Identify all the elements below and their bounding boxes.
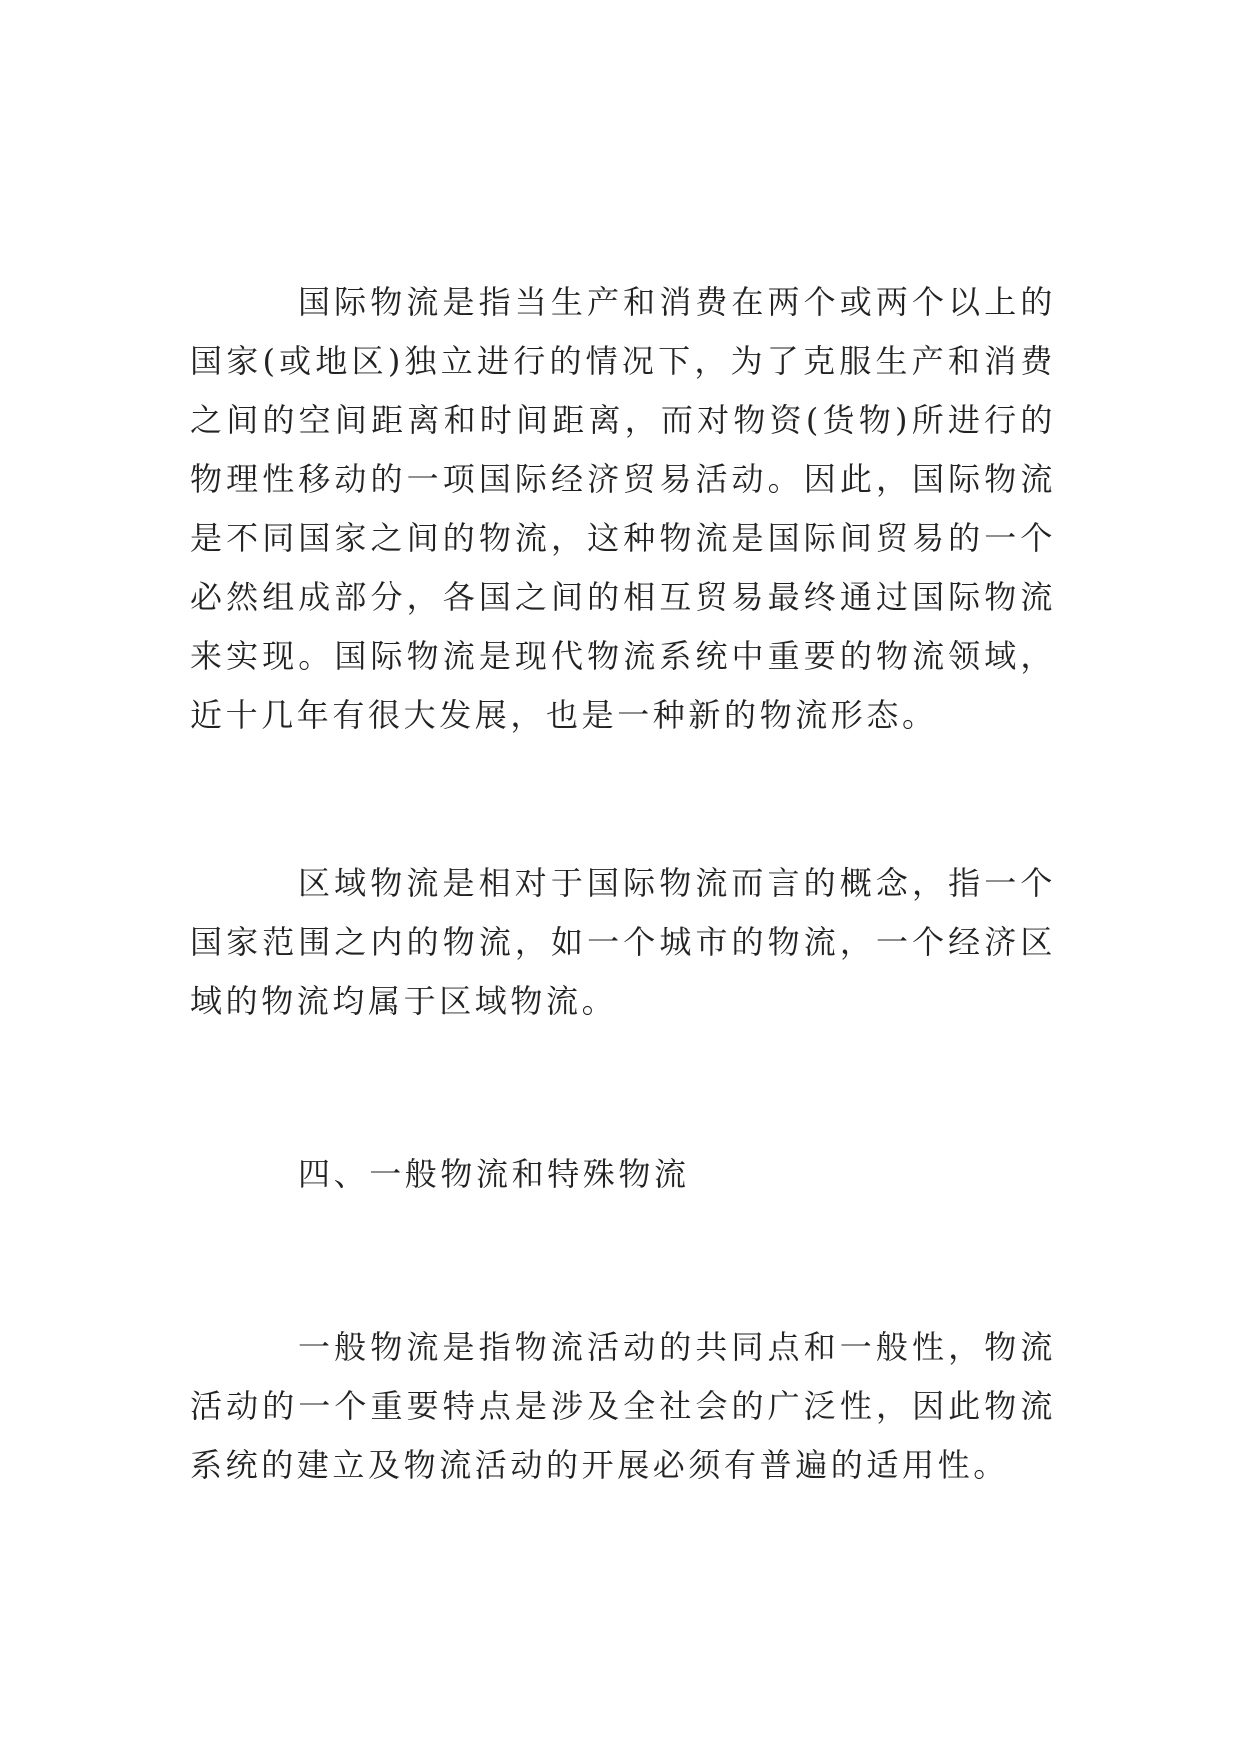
paragraph-regional-logistics: 区域物流是相对于国际物流而言的概念，指一个国家范围之内的物流，如一个城市的物流，一个经济区域的物流均属于区域物流。 [190,864,1056,1020]
paragraph-general-logistics: 一般物流是指物流活动的共同点和一般性，物流活动的一个重要特点是涉及全社会的广泛性，因此物流系统的建立及物流活动的开展必须有普遍的适用性。 [190,1328,1056,1484]
paragraph-international-logistics: 国际物流是指当生产和消费在两个或两个以上的国家(或地区)独立进行的情况下，为了克服生产和消费之间的空间距离和时间距离，而对物资(货物)所进行的物理性移动的一项国际经济贸易活动。因此，国际物流是不同国家之间的物流，这种物流是国际间贸易的一个必然组成部分，各国之间的相互贸易最终通过国际物流来实现。国际物流是现代物流系统中重要的物流领域，近十几年有很大发展，也是一种新的物流形态。 [190,283,1056,734]
section-heading: 四、一般物流和特殊物流 [298,1155,690,1193]
